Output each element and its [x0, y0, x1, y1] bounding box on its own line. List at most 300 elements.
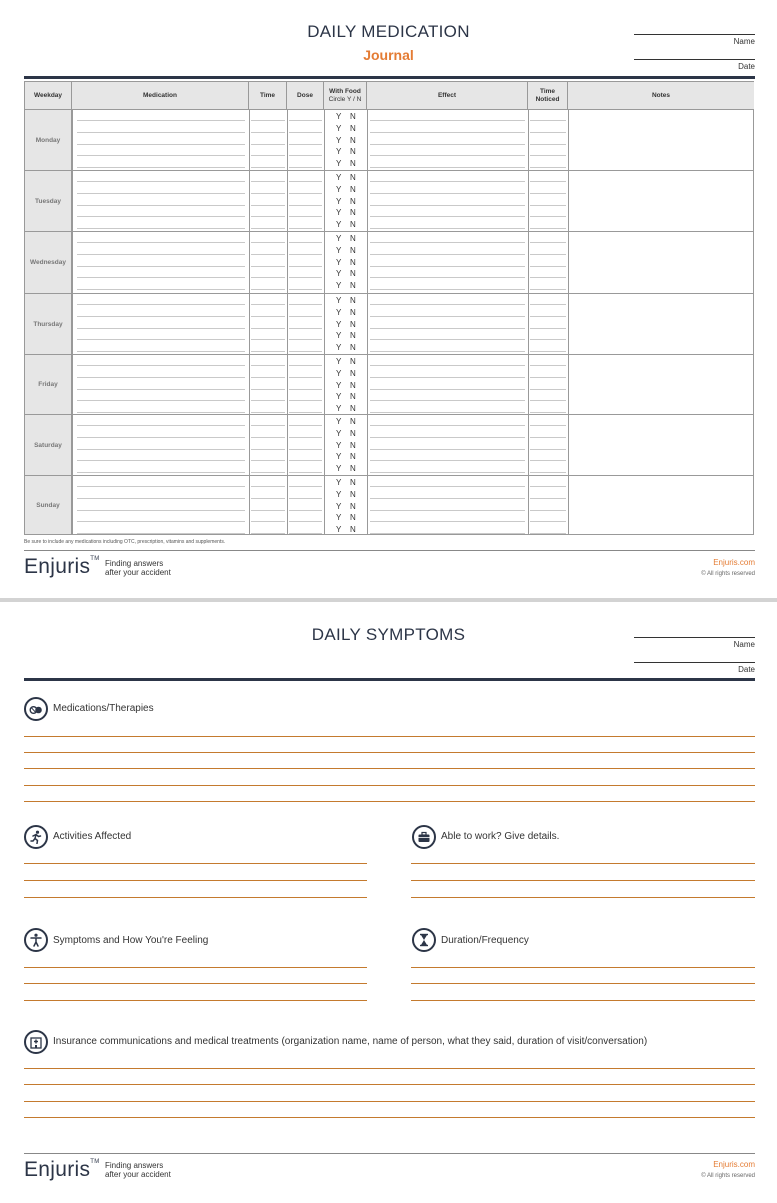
no-option[interactable]: N	[350, 417, 356, 426]
write-line[interactable]	[530, 228, 566, 229]
yes-no-choice[interactable]	[329, 158, 369, 169]
yes-no-choice[interactable]	[329, 489, 369, 500]
yes-option[interactable]: Y	[336, 184, 342, 194]
write-line[interactable]	[370, 304, 525, 305]
write-line[interactable]	[251, 339, 285, 340]
write-line[interactable]	[530, 289, 566, 290]
write-line[interactable]	[289, 316, 322, 317]
yes-option[interactable]: Y	[336, 404, 342, 414]
writing-line[interactable]	[24, 967, 367, 968]
yes-option[interactable]: Y	[336, 417, 342, 426]
write-line[interactable]	[251, 510, 285, 511]
write-line[interactable]	[77, 510, 245, 511]
write-line[interactable]	[77, 425, 245, 426]
yes-no-choice[interactable]	[329, 219, 369, 230]
no-option[interactable]: N	[350, 208, 356, 218]
no-option[interactable]: N	[350, 464, 356, 474]
write-line[interactable]	[251, 486, 285, 487]
writing-line[interactable]	[411, 983, 755, 984]
write-line[interactable]	[289, 144, 322, 145]
no-option[interactable]: N	[350, 343, 356, 353]
yes-no-choice[interactable]	[329, 451, 369, 462]
write-line[interactable]	[370, 351, 525, 352]
write-line[interactable]	[289, 351, 322, 352]
write-line[interactable]	[77, 228, 245, 229]
yes-option[interactable]: Y	[336, 368, 342, 378]
write-line[interactable]	[370, 521, 525, 522]
write-line[interactable]	[530, 242, 566, 243]
write-line[interactable]	[251, 365, 285, 366]
yes-option[interactable]: Y	[336, 357, 342, 366]
yes-no-choice[interactable]	[329, 146, 369, 157]
write-line[interactable]	[251, 316, 285, 317]
write-line[interactable]	[530, 181, 566, 182]
write-line[interactable]	[370, 144, 525, 145]
writing-line[interactable]	[24, 1068, 755, 1069]
write-line[interactable]	[530, 205, 566, 206]
yes-option[interactable]: Y	[336, 380, 342, 390]
yes-no-choice[interactable]	[329, 295, 369, 306]
write-line[interactable]	[530, 412, 566, 413]
write-line[interactable]	[251, 144, 285, 145]
no-option[interactable]: N	[350, 296, 356, 305]
yes-option[interactable]: Y	[336, 452, 342, 462]
yes-option[interactable]: Y	[336, 196, 342, 206]
write-line[interactable]	[289, 228, 322, 229]
write-line[interactable]	[77, 132, 245, 133]
no-option[interactable]: N	[350, 489, 356, 499]
write-line[interactable]	[251, 289, 285, 290]
yes-no-choice[interactable]	[329, 380, 369, 391]
write-line[interactable]	[530, 365, 566, 366]
write-line[interactable]	[289, 377, 322, 378]
write-line[interactable]	[77, 144, 245, 145]
no-option[interactable]: N	[350, 135, 356, 145]
yes-option[interactable]: Y	[336, 245, 342, 255]
yes-option[interactable]: Y	[336, 501, 342, 511]
write-line[interactable]	[530, 460, 566, 461]
yes-no-choice[interactable]	[329, 391, 369, 402]
no-option[interactable]: N	[350, 257, 356, 267]
write-line[interactable]	[530, 339, 566, 340]
yes-option[interactable]: Y	[336, 135, 342, 145]
write-line[interactable]	[530, 351, 566, 352]
yes-option[interactable]: Y	[336, 234, 342, 243]
yes-option[interactable]: Y	[336, 331, 342, 341]
yes-no-choice[interactable]	[329, 172, 369, 183]
write-line[interactable]	[77, 266, 245, 267]
write-line[interactable]	[370, 498, 525, 499]
write-line[interactable]	[77, 486, 245, 487]
write-line[interactable]	[530, 266, 566, 267]
yes-no-choice[interactable]	[329, 440, 369, 451]
write-line[interactable]	[530, 144, 566, 145]
yes-no-choice[interactable]	[329, 416, 369, 427]
write-line[interactable]	[77, 277, 245, 278]
yes-no-choice[interactable]	[329, 196, 369, 207]
yes-option[interactable]: Y	[336, 440, 342, 450]
yes-option[interactable]: Y	[336, 478, 342, 487]
writing-line[interactable]	[24, 897, 367, 898]
name-field[interactable]	[634, 34, 755, 46]
write-line[interactable]	[251, 498, 285, 499]
writing-line[interactable]	[24, 785, 755, 786]
write-line[interactable]	[530, 304, 566, 305]
yes-option[interactable]: Y	[336, 112, 342, 121]
write-line[interactable]	[530, 316, 566, 317]
yes-no-choice[interactable]	[329, 330, 369, 341]
write-line[interactable]	[77, 316, 245, 317]
yes-option[interactable]: Y	[336, 147, 342, 157]
writing-line[interactable]	[411, 1000, 755, 1001]
write-line[interactable]	[370, 412, 525, 413]
writing-line[interactable]	[411, 967, 755, 968]
yes-option[interactable]: Y	[336, 489, 342, 499]
write-line[interactable]	[289, 167, 322, 168]
yes-no-choice[interactable]	[329, 257, 369, 268]
write-line[interactable]	[77, 339, 245, 340]
yes-option[interactable]: Y	[336, 392, 342, 402]
yes-no-choice[interactable]	[329, 268, 369, 279]
yes-no-choice[interactable]	[329, 512, 369, 523]
write-line[interactable]	[77, 242, 245, 243]
writing-line[interactable]	[24, 880, 367, 881]
yes-option[interactable]: Y	[336, 269, 342, 279]
symptoms-name-field[interactable]	[634, 637, 755, 649]
no-option[interactable]: N	[350, 368, 356, 378]
write-line[interactable]	[530, 425, 566, 426]
no-option[interactable]: N	[350, 452, 356, 462]
write-line[interactable]	[370, 120, 525, 121]
write-line[interactable]	[289, 486, 322, 487]
write-line[interactable]	[77, 120, 245, 121]
write-line[interactable]	[251, 389, 285, 390]
write-line[interactable]	[77, 389, 245, 390]
writing-line[interactable]	[411, 880, 755, 881]
write-line[interactable]	[530, 155, 566, 156]
writing-line[interactable]	[24, 1117, 755, 1118]
write-line[interactable]	[289, 437, 322, 438]
write-line[interactable]	[251, 472, 285, 473]
write-line[interactable]	[289, 498, 322, 499]
write-line[interactable]	[77, 400, 245, 401]
write-line[interactable]	[289, 193, 322, 194]
write-line[interactable]	[251, 167, 285, 168]
yes-option[interactable]: Y	[336, 464, 342, 474]
symptoms-date-field[interactable]	[634, 662, 755, 674]
write-line[interactable]	[251, 304, 285, 305]
no-option[interactable]: N	[350, 220, 356, 230]
yes-no-choice[interactable]	[329, 524, 369, 535]
write-line[interactable]	[370, 228, 525, 229]
yes-no-choice[interactable]	[329, 403, 369, 414]
write-line[interactable]	[530, 167, 566, 168]
write-line[interactable]	[530, 193, 566, 194]
write-line[interactable]	[370, 510, 525, 511]
yes-option[interactable]: Y	[336, 319, 342, 329]
write-line[interactable]	[77, 254, 245, 255]
writing-line[interactable]	[24, 1000, 367, 1001]
writing-line[interactable]	[411, 897, 755, 898]
writing-line[interactable]	[24, 863, 367, 864]
write-line[interactable]	[251, 277, 285, 278]
no-option[interactable]: N	[350, 331, 356, 341]
write-line[interactable]	[530, 120, 566, 121]
no-option[interactable]: N	[350, 319, 356, 329]
write-line[interactable]	[77, 521, 245, 522]
write-line[interactable]	[289, 412, 322, 413]
write-line[interactable]	[370, 216, 525, 217]
yes-no-choice[interactable]	[329, 245, 369, 256]
write-line[interactable]	[289, 472, 322, 473]
write-line[interactable]	[251, 254, 285, 255]
write-line[interactable]	[530, 254, 566, 255]
write-line[interactable]	[251, 425, 285, 426]
write-line[interactable]	[370, 289, 525, 290]
write-line[interactable]	[77, 365, 245, 366]
yes-no-choice[interactable]	[329, 184, 369, 195]
write-line[interactable]	[370, 167, 525, 168]
yes-no-choice[interactable]	[329, 111, 369, 122]
write-line[interactable]	[289, 510, 322, 511]
writing-line[interactable]	[24, 752, 755, 753]
write-line[interactable]	[77, 205, 245, 206]
write-line[interactable]	[77, 181, 245, 182]
write-line[interactable]	[251, 266, 285, 267]
write-line[interactable]	[289, 339, 322, 340]
no-option[interactable]: N	[350, 513, 356, 523]
write-line[interactable]	[370, 365, 525, 366]
write-line[interactable]	[251, 193, 285, 194]
write-line[interactable]	[77, 437, 245, 438]
write-line[interactable]	[289, 304, 322, 305]
write-line[interactable]	[289, 242, 322, 243]
write-line[interactable]	[370, 437, 525, 438]
yes-no-choice[interactable]	[329, 319, 369, 330]
no-option[interactable]: N	[350, 234, 356, 243]
write-line[interactable]	[77, 304, 245, 305]
yes-no-choice[interactable]	[329, 207, 369, 218]
no-option[interactable]: N	[350, 281, 356, 291]
no-option[interactable]: N	[350, 196, 356, 206]
write-line[interactable]	[289, 216, 322, 217]
yes-no-choice[interactable]	[329, 463, 369, 474]
writing-line[interactable]	[24, 801, 755, 802]
write-line[interactable]	[370, 132, 525, 133]
write-line[interactable]	[289, 289, 322, 290]
write-line[interactable]	[370, 460, 525, 461]
yes-option[interactable]: Y	[336, 307, 342, 317]
write-line[interactable]	[77, 193, 245, 194]
write-line[interactable]	[530, 277, 566, 278]
yes-no-choice[interactable]	[329, 356, 369, 367]
write-line[interactable]	[530, 389, 566, 390]
write-line[interactable]	[289, 449, 322, 450]
yes-option[interactable]: Y	[336, 257, 342, 267]
yes-no-choice[interactable]	[329, 233, 369, 244]
write-line[interactable]	[370, 205, 525, 206]
write-line[interactable]	[370, 472, 525, 473]
write-line[interactable]	[530, 400, 566, 401]
write-line[interactable]	[289, 132, 322, 133]
write-line[interactable]	[289, 328, 322, 329]
write-line[interactable]	[251, 460, 285, 461]
write-line[interactable]	[289, 266, 322, 267]
write-line[interactable]	[251, 205, 285, 206]
write-line[interactable]	[530, 132, 566, 133]
write-line[interactable]	[251, 400, 285, 401]
yes-no-choice[interactable]	[329, 342, 369, 353]
write-line[interactable]	[370, 242, 525, 243]
write-line[interactable]	[77, 155, 245, 156]
yes-option[interactable]: Y	[336, 281, 342, 291]
write-line[interactable]	[289, 181, 322, 182]
write-line[interactable]	[77, 498, 245, 499]
yes-option[interactable]: Y	[336, 220, 342, 230]
write-line[interactable]	[289, 365, 322, 366]
write-line[interactable]	[370, 389, 525, 390]
write-line[interactable]	[251, 533, 285, 534]
no-option[interactable]: N	[350, 307, 356, 317]
write-line[interactable]	[370, 155, 525, 156]
write-line[interactable]	[251, 449, 285, 450]
writing-line[interactable]	[24, 983, 367, 984]
writing-line[interactable]	[24, 768, 755, 769]
write-line[interactable]	[77, 216, 245, 217]
no-option[interactable]: N	[350, 357, 356, 366]
write-line[interactable]	[289, 521, 322, 522]
write-line[interactable]	[289, 120, 322, 121]
write-line[interactable]	[77, 351, 245, 352]
write-line[interactable]	[251, 377, 285, 378]
yes-no-choice[interactable]	[329, 135, 369, 146]
yes-option[interactable]: Y	[336, 123, 342, 133]
no-option[interactable]: N	[350, 525, 356, 535]
yes-option[interactable]: Y	[336, 513, 342, 523]
write-line[interactable]	[289, 400, 322, 401]
write-line[interactable]	[77, 328, 245, 329]
write-line[interactable]	[77, 412, 245, 413]
no-option[interactable]: N	[350, 269, 356, 279]
write-line[interactable]	[251, 181, 285, 182]
write-line[interactable]	[370, 533, 525, 534]
no-option[interactable]: N	[350, 404, 356, 414]
no-option[interactable]: N	[350, 478, 356, 487]
yes-no-choice[interactable]	[329, 307, 369, 318]
write-line[interactable]	[289, 425, 322, 426]
yes-option[interactable]: Y	[336, 428, 342, 438]
no-option[interactable]: N	[350, 147, 356, 157]
yes-no-choice[interactable]	[329, 123, 369, 134]
write-line[interactable]	[370, 193, 525, 194]
no-option[interactable]: N	[350, 184, 356, 194]
no-option[interactable]: N	[350, 428, 356, 438]
yes-no-choice[interactable]	[329, 368, 369, 379]
write-line[interactable]	[370, 449, 525, 450]
write-line[interactable]	[289, 277, 322, 278]
no-option[interactable]: N	[350, 123, 356, 133]
write-line[interactable]	[251, 120, 285, 121]
write-line[interactable]	[77, 167, 245, 168]
write-line[interactable]	[251, 132, 285, 133]
site-link[interactable]: Enjuris.com	[713, 558, 755, 567]
writing-line[interactable]	[24, 1084, 755, 1085]
write-line[interactable]	[251, 155, 285, 156]
write-line[interactable]	[77, 460, 245, 461]
write-line[interactable]	[530, 437, 566, 438]
writing-line[interactable]	[24, 736, 755, 737]
write-line[interactable]	[77, 472, 245, 473]
yes-option[interactable]: Y	[336, 525, 342, 535]
no-option[interactable]: N	[350, 112, 356, 121]
write-line[interactable]	[530, 510, 566, 511]
write-line[interactable]	[530, 533, 566, 534]
yes-no-choice[interactable]	[329, 501, 369, 512]
write-line[interactable]	[77, 449, 245, 450]
date-field[interactable]	[634, 59, 755, 71]
yes-no-choice[interactable]	[329, 280, 369, 291]
write-line[interactable]	[530, 486, 566, 487]
write-line[interactable]	[289, 460, 322, 461]
yes-no-choice[interactable]	[329, 477, 369, 488]
write-line[interactable]	[530, 472, 566, 473]
write-line[interactable]	[289, 389, 322, 390]
write-line[interactable]	[289, 254, 322, 255]
write-line[interactable]	[251, 228, 285, 229]
write-line[interactable]	[370, 486, 525, 487]
write-line[interactable]	[251, 351, 285, 352]
write-line[interactable]	[251, 242, 285, 243]
write-line[interactable]	[77, 533, 245, 534]
no-option[interactable]: N	[350, 380, 356, 390]
write-line[interactable]	[370, 339, 525, 340]
write-line[interactable]	[251, 216, 285, 217]
write-line[interactable]	[251, 521, 285, 522]
write-line[interactable]	[530, 449, 566, 450]
no-option[interactable]: N	[350, 245, 356, 255]
write-line[interactable]	[370, 277, 525, 278]
no-option[interactable]: N	[350, 392, 356, 402]
write-line[interactable]	[251, 437, 285, 438]
writing-line[interactable]	[411, 863, 755, 864]
yes-no-choice[interactable]	[329, 428, 369, 439]
writing-line[interactable]	[24, 1101, 755, 1102]
write-line[interactable]	[370, 425, 525, 426]
write-line[interactable]	[530, 521, 566, 522]
no-option[interactable]: N	[350, 159, 356, 169]
write-line[interactable]	[530, 498, 566, 499]
yes-option[interactable]: Y	[336, 208, 342, 218]
write-line[interactable]	[370, 328, 525, 329]
no-option[interactable]: N	[350, 173, 356, 182]
write-line[interactable]	[530, 328, 566, 329]
write-line[interactable]	[289, 205, 322, 206]
write-line[interactable]	[530, 216, 566, 217]
yes-option[interactable]: Y	[336, 296, 342, 305]
write-line[interactable]	[370, 266, 525, 267]
no-option[interactable]: N	[350, 501, 356, 511]
write-line[interactable]	[370, 400, 525, 401]
yes-option[interactable]: Y	[336, 343, 342, 353]
write-line[interactable]	[370, 254, 525, 255]
write-line[interactable]	[77, 377, 245, 378]
yes-option[interactable]: Y	[336, 159, 342, 169]
write-line[interactable]	[251, 412, 285, 413]
write-line[interactable]	[370, 377, 525, 378]
yes-option[interactable]: Y	[336, 173, 342, 182]
write-line[interactable]	[251, 328, 285, 329]
symptoms-site-link[interactable]: Enjuris.com	[713, 1160, 755, 1169]
